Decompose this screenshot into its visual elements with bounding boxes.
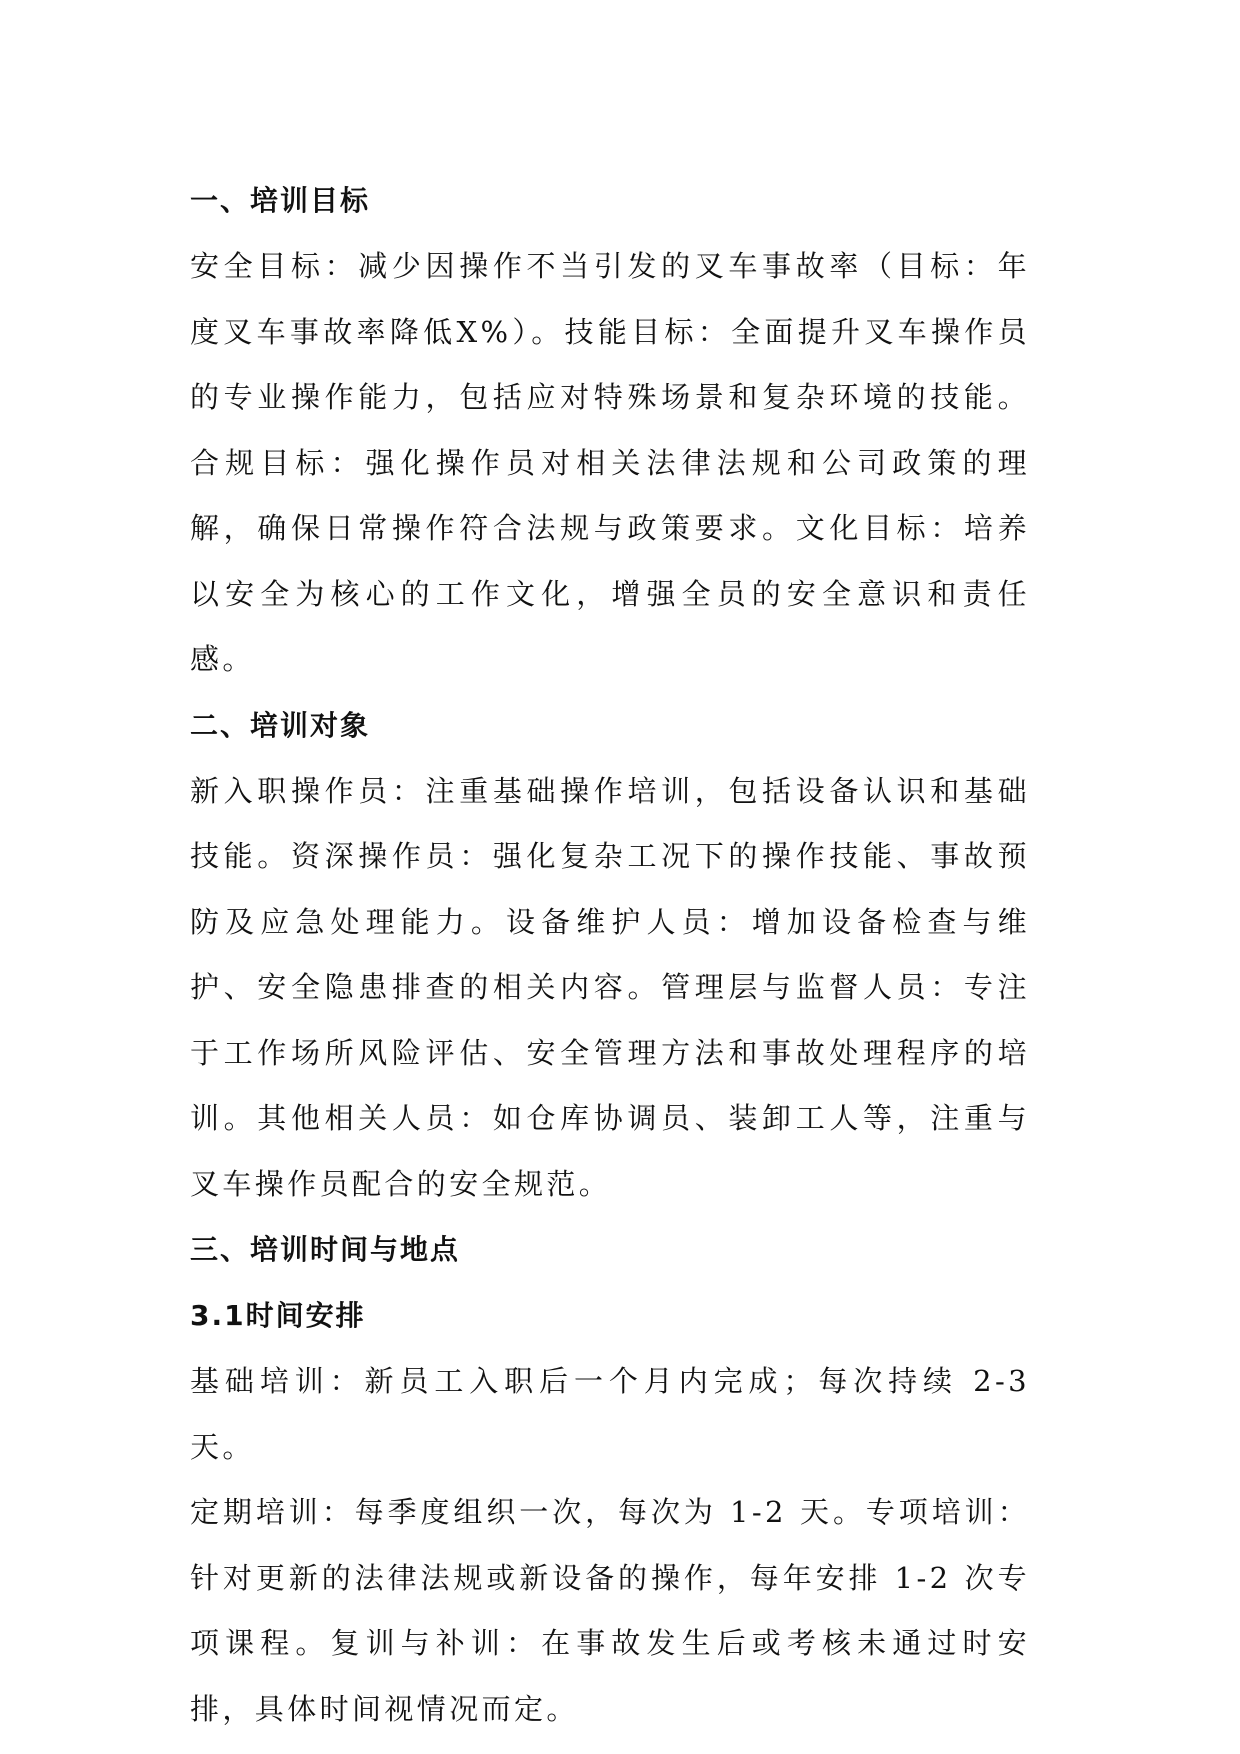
document-page <box>190 168 1030 1742</box>
paragraph-training-goals: 安全目标：减少因操作不当引发的叉车事故率（目标：年度叉车事故率降低X%）。技能目标：全面提升叉车操作员的专业操作能力，包括应对特殊场景和复杂环境的技能。合规目标：强化操作员对相关法律法规和公司政策的理解，确保日常操作符合法规与政策要求。文化目标：培养以安全为核心的工作文化，增强全员的安全意识和责任感。 <box>190 249 1030 676</box>
section-heading-training-audience: 二、培训对象 <box>190 708 371 742</box>
section-heading-training-goals: 一、培训目标 <box>190 184 371 217</box>
paragraph-schedule-periodic: 定期培训：每季度组织一次，每次为 1-2 天。专项培训：针对更新的法律法规或新设备的操作，每年安排 1-2 次专项课程。复训与补训：在事故发生后或考核未通过时安排，具体时间视情况而定。 <box>190 1495 1030 1726</box>
subsection-heading-schedule: 3.1时间安排 <box>190 1299 366 1332</box>
paragraph-schedule-basic: 基础培训：新员工入职后一个月内完成；每次持续 2-3 天。 <box>190 1364 1030 1464</box>
section-heading-time-and-place: 三、培训时间与地点 <box>190 1233 461 1266</box>
paragraph-training-audience: 新入职操作员：注重基础操作培训，包括设备认识和基础技能。资深操作员：强化复杂工况下的操作技能、事故预防及应急处理能力。设备维护人员：增加设备检查与维护、安全隐患排查的相关内容。管理层与监督人员：专注于工作场所风险评估、安全管理方法和事故处理程序的培训。其他相关人员：如仓库协调员、装卸工人等，注重与叉车操作员配合的安全规范。 <box>190 773 1030 1201</box>
